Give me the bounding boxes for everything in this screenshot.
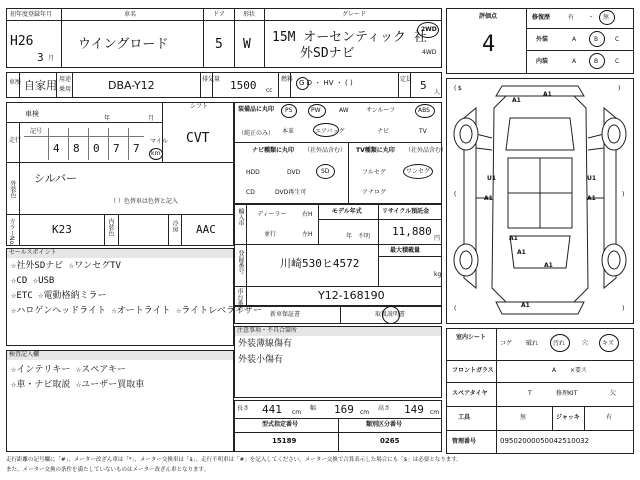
svg-text:$: $	[458, 85, 462, 92]
import-right-hand: 右H	[302, 211, 313, 218]
ac-value: AAC	[196, 223, 216, 236]
grade-label: グレード	[342, 11, 367, 18]
shift-label: シフト	[190, 103, 209, 110]
color-no: K23	[52, 223, 72, 236]
exterior-grade-label: 外装	[536, 36, 549, 43]
mileage-digit-3: 0	[93, 142, 100, 155]
fuel-options: G D ・ HV ・ ( )	[299, 79, 353, 87]
diagram-mark-2: A1	[543, 91, 552, 98]
km-label: km	[151, 150, 161, 157]
documents-frame	[234, 306, 442, 324]
auction-sheet: 初年度登録年月 H26 3 月 車名 ウイングロード ドア 5 形状 W グレード 15M オーセンティック 社 外SDナビ 2WD 4WD 車歴 自家用 用途 乗用 DBA-Y12 排気量 1500 cc 燃料 G D ・ HV ・ ( ) 定員 5 人 車検 年 月 シフト CVT 走行 記号 4 8 0 7 7 マイル km 外装色 シルバー （ ）色替車は色替と記入 カラーNo. K23 内装色 冷房 AAC 装備品に丸印 （純正のみ） PS PW AW サンルーフ ABS 本革 エアバッグ ナビ TV ナビ種類に丸印 （社外品含む） HDD DVD SD CD DVD再生可 TV種類に丸印 （社外品含む） フルセグ ワンセグ アナログ 輸入車 ディーラー 並行 右H 左H モデル年式 年 不明 リサイクル預託金 11,880 円 最大積載量 kg 登録番号 川崎530ヒ4572 車台番号 Y12-168190 新車保証書 取扱説明書 セールスポイント ☆社外SDナビ ☆ワンセグTV ☆CD ☆USB ☆ETC ☆電動格納ミラー ☆ハロゲンヘッドライト ☆オートライト ☆ライトレベライザー 検査記入欄 ☆インテリキー ☆スペアキー ☆車・ナビ取説 ☆ユーザー買取車 注意事項・不具合箇所 外装薄線傷有 外装小傷有 長さ 441 cm 幅 169 cm 高さ 149 cm 型式指定番号 15189 類別区分番号 0265 評価点 4 修復歴 有 ・ 無 外装 A B C 内装 A B C ( $ ) ( ) ( ) A1 A1 U1 U1 A1 A1 A1 A1 A1 A1 室内シート コゲ 破れ 汚れ 穴 キズ フロントガラス A ×要ス スペアタイヤ T 修理KIT 欠 工具 無 ジャッキ 有 管理番号 09502000050042510032 走行距離の記号欄に「#」、メーター改ざん車は「*」、メーター交換車は「$」、走行不明車は「#」を記入してください。メーター交換で合算表示した場合にも「$」は必要となります。 また、メーター交換の条件を満たしていないものはメーター改ざん車となります。	[0, 0, 640, 480]
equip-tv: TV	[419, 128, 427, 135]
width-unit: cm	[360, 409, 370, 416]
first-reg-era: H26	[10, 34, 34, 49]
inspection-month-unit: 月	[148, 115, 155, 122]
sales-point-1: ☆社外SDナビ ☆ワンセグTV	[11, 261, 121, 271]
svg-text:(: (	[454, 85, 457, 92]
plate-number: 川崎530ヒ4572	[280, 257, 360, 270]
diagram-mark-1: A1	[512, 97, 521, 104]
score-value: 4	[482, 32, 496, 57]
repair-label: 修復歴	[532, 14, 551, 21]
interior-grade-label: 内装	[536, 58, 549, 65]
interior-grade-b: B	[594, 58, 599, 65]
tools-value: 無	[520, 414, 527, 421]
sales-points-label: セールスポイント	[9, 249, 57, 256]
exterior-grade-c: C	[615, 36, 620, 43]
exterior-color: シルバー	[34, 172, 77, 185]
doors-label: ドア	[213, 11, 225, 18]
note-2: 外装小傷有	[238, 355, 284, 365]
grade-line2: 外SDナビ	[300, 46, 355, 61]
vehicle-class-label: 車歴	[9, 79, 22, 86]
management-number: 09502000050042510032	[500, 437, 590, 445]
vehicle-class: 自家用	[24, 79, 57, 92]
sales-point-2: ☆CD ☆USB	[11, 276, 55, 286]
import-parallel: 並行	[264, 231, 277, 238]
mileage-digit-2: 8	[73, 142, 80, 155]
max-load-unit: kg	[434, 271, 442, 278]
navi-cd: CD	[246, 189, 255, 196]
exterior-grade-a: A	[572, 36, 577, 43]
interior-grade-c: C	[615, 58, 620, 65]
diagram-mark-5: A1	[484, 195, 493, 202]
import-dealer: ディーラー	[257, 211, 287, 218]
sales-point-3: ☆ETC ☆電動格納ミラー	[11, 291, 107, 301]
recycle-value: 11,880	[392, 225, 432, 238]
chassis-number: Y12-168190	[318, 289, 385, 302]
tv-type-label: TV種類に丸印	[356, 147, 395, 154]
recycle-unit: 円	[434, 235, 441, 242]
jack-value: 有	[606, 414, 613, 421]
fuel-label: 燃料	[281, 76, 294, 83]
navi-type-note: （社外品含む）	[304, 147, 347, 154]
equip-aw: AW	[339, 107, 349, 114]
height-unit: cm	[430, 409, 440, 416]
navi-dvd: DVD	[287, 169, 301, 176]
mileage-digit-4: 7	[113, 142, 120, 155]
exterior-grade-b: B	[594, 36, 599, 43]
score-label: 評価点	[479, 13, 498, 20]
diagram-mark-6: A1	[587, 195, 596, 202]
seat-label: 室内シート	[456, 334, 487, 341]
equip-pw: PW	[311, 107, 321, 114]
mile-label: マイル	[150, 138, 168, 145]
displacement-label: 排気量	[202, 76, 221, 83]
inspection-year-unit: 年	[104, 115, 111, 122]
mileage-digit-5: 7	[133, 142, 140, 155]
first-reg-label: 初年度登録年月	[10, 11, 53, 18]
svg-text:): )	[622, 191, 625, 198]
management-label: 管理番号	[452, 438, 477, 445]
inspector-report-2: ☆車・ナビ取説 ☆ユーザー買取車	[11, 380, 145, 390]
plate-label: 登録番号	[237, 250, 244, 274]
seat-hole: 穴	[582, 340, 589, 347]
inspection-label: 車検	[25, 110, 39, 118]
capacity-value: 5	[420, 79, 427, 92]
car-outline-diagram	[446, 78, 634, 324]
tv-analog: アナログ	[362, 189, 387, 196]
tv-type-note: （社外品含む）	[405, 147, 448, 154]
seat-stain: 汚れ	[553, 340, 566, 347]
svg-text:(: (	[454, 305, 457, 312]
windshield-replace: ×要ス	[570, 367, 588, 374]
mileage-digit-1: 4	[53, 142, 60, 155]
color-no-label: カラーNo.	[8, 218, 15, 246]
tv-fullseg: フルセグ	[362, 169, 386, 176]
inspector-report-label: 検査記入欄	[9, 351, 40, 358]
diagram-mark-4: U1	[587, 175, 597, 182]
height-label: 高さ	[378, 405, 391, 412]
manual: 取扱説明書	[375, 311, 406, 318]
seat-scratch: キズ	[602, 340, 614, 347]
car-name: ウイングロード	[78, 37, 169, 52]
diagram-mark-3: U1	[487, 175, 497, 182]
import-label: 輸入車	[237, 208, 244, 226]
doors-value: 5	[215, 37, 223, 52]
note-1: 外装薄線傷有	[238, 339, 293, 349]
diagram-mark-10: A1	[521, 302, 530, 309]
diagram-mark-8: A1	[517, 249, 526, 256]
first-reg-month: 3	[37, 51, 44, 64]
chassis-label: 車台番号	[236, 288, 243, 312]
mileage-label: 走行	[9, 137, 22, 144]
svg-text:): )	[618, 85, 621, 92]
svg-text:(: (	[454, 191, 457, 198]
first-reg-month-unit: 月	[48, 55, 55, 62]
length-value: 441	[262, 403, 282, 416]
equipment-label: 装備品に丸印	[238, 106, 275, 113]
drive-4wd: 4WD	[422, 49, 437, 56]
capacity-label: 定員	[400, 76, 413, 83]
jack-label: ジャッキ	[556, 414, 580, 421]
spare-tire-label: スペアタイヤ	[452, 390, 488, 397]
spare-tire-kit: 修理KIT	[556, 390, 578, 397]
navi-type-label: ナビ種類に丸印	[252, 147, 295, 154]
type-approval: 15189	[272, 437, 297, 445]
type-approval-label: 型式指定番号	[262, 421, 299, 428]
repair-yes: 有	[568, 14, 575, 21]
use-label: 用途	[59, 76, 72, 83]
sales-point-4: ☆ハロゲンヘッドライト ☆オートライト ☆ライトレベライザー	[11, 306, 262, 316]
body-value: W	[243, 37, 251, 52]
color-note: （ ）色替車は色替と記入	[110, 198, 178, 205]
spare-tire-t: T	[528, 390, 532, 397]
recycle-label: リサイクル預託金	[382, 208, 430, 215]
tv-oneseg: ワンセグ	[406, 168, 431, 175]
width-label: 幅	[310, 405, 317, 412]
equip-leather: 本革	[282, 128, 295, 135]
equip-sunroof: サンルーフ	[366, 107, 396, 114]
inspector-report-1: ☆インテリキー ☆スペアキー	[11, 365, 126, 375]
class-no: 0265	[380, 437, 400, 445]
svg-text:): )	[622, 305, 625, 312]
seat-burn: コゲ	[500, 340, 513, 347]
notes-label: 注意事項・不具合箇所	[237, 327, 298, 334]
interior-grade-a: A	[572, 58, 577, 65]
navi-hdd: HDD	[246, 169, 260, 176]
model-code: DBA-Y12	[108, 79, 155, 92]
capacity-unit: 人	[434, 89, 441, 96]
interior-color-label: 内装色	[107, 218, 114, 236]
repair-no: 無	[603, 14, 610, 21]
windshield-label: フロントガラス	[452, 367, 494, 374]
height-value: 149	[404, 403, 424, 416]
navi-sd: SD	[321, 168, 330, 175]
digits-label: 記号	[30, 128, 43, 135]
equip-abs: ABS	[418, 107, 430, 114]
new-car-warranty: 新車保証書	[270, 311, 301, 318]
tools-label: 工具	[458, 414, 471, 421]
footer-line-2: また、メーター交換の条件を満たしていないものはメーター改ざん車となります。	[6, 467, 210, 473]
footer-line-1: 走行距離の記号欄に「#」、メーター改ざん車は「*」、メーター交換車は「$」、走行不明車は「#」を記入してください。メーター交換で合算表示した場合にも「$」は必要となります。	[6, 457, 462, 463]
length-unit: cm	[292, 409, 302, 416]
exterior-color-label: 外装色	[9, 180, 16, 198]
displacement-value: 1500	[230, 79, 257, 92]
length-label: 長さ	[237, 405, 250, 412]
navi-dvd-play: DVD再生可	[275, 189, 307, 196]
model-year-unknown: 年 不明	[346, 233, 371, 240]
import-left-hand: 左H	[302, 231, 313, 238]
seat-tear: 破れ	[526, 340, 539, 347]
equip-navi: ナビ	[377, 128, 390, 135]
car-name-label: 車名	[124, 11, 137, 18]
equip-ps: PS	[285, 107, 293, 114]
body-label: 形状	[243, 11, 256, 18]
diagram-mark-7: A1	[509, 235, 518, 242]
displacement-unit: cc	[266, 87, 273, 94]
max-load-label: 最大積載量	[390, 247, 421, 254]
class-label: 類別区分番号	[366, 421, 403, 428]
ac-label: 冷房	[171, 220, 178, 232]
windshield-a: A	[552, 367, 557, 374]
model-year-label: モデル年式	[332, 208, 362, 215]
use-value: 乗用	[59, 86, 72, 93]
shift-value: CVT	[186, 131, 210, 146]
equipment-sublabel: （純正のみ）	[238, 130, 275, 137]
equip-airbag: エアバッグ	[315, 128, 345, 135]
spare-tire-missing: 欠	[610, 390, 617, 397]
width-value: 169	[334, 403, 354, 416]
drive-2wd: 2WD	[421, 26, 437, 33]
diagram-mark-9: A1	[544, 262, 553, 269]
grade-line1: 15M オーセンティック 社	[272, 30, 427, 45]
